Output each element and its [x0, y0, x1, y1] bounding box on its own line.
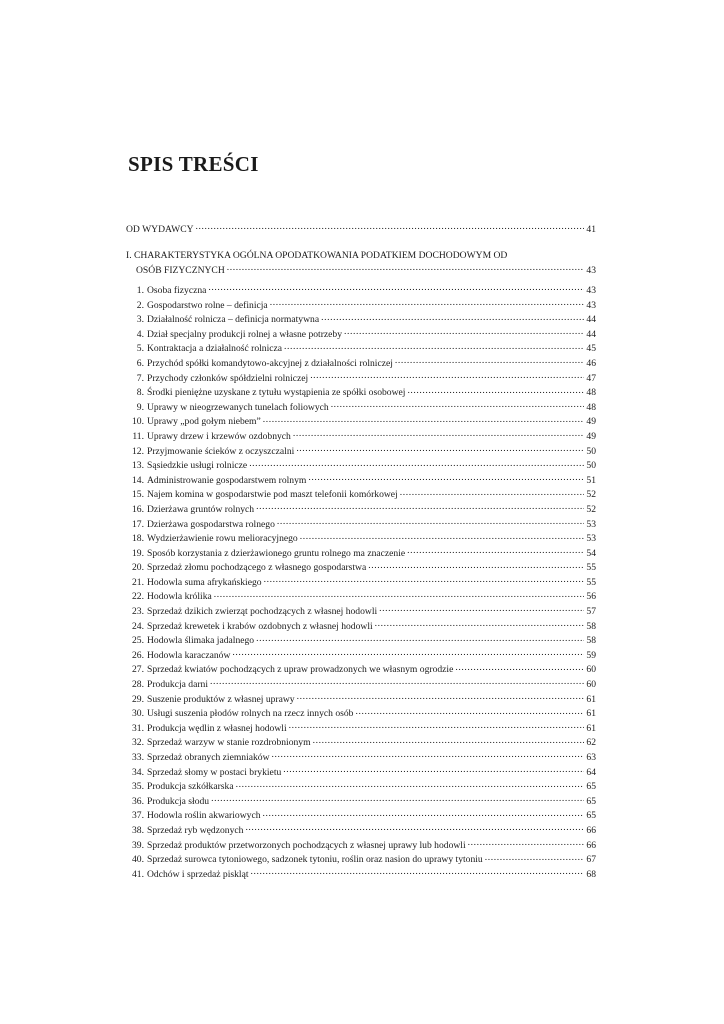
leader-dots — [284, 341, 584, 351]
leader-dots — [331, 400, 585, 410]
toc-entry — [126, 735, 596, 750]
toc-entry — [126, 458, 596, 473]
toc-entry — [126, 531, 596, 546]
toc-entry — [126, 327, 596, 342]
toc-entry — [126, 312, 596, 327]
toc-entry-number: 33. — [132, 752, 144, 763]
toc-entry-number: 35. — [132, 781, 144, 793]
toc-entry-number: 15. — [132, 489, 144, 501]
toc-entry — [126, 852, 596, 867]
toc-entry-label: Dział specjalny produkcji rolnej a własne potrzeby — [147, 328, 343, 340]
toc-entry-page: 60 — [586, 679, 596, 691]
toc-entry-number: 11. — [132, 430, 144, 442]
leader-dots — [407, 385, 584, 395]
toc-entry — [126, 371, 596, 386]
toc-entry — [126, 444, 596, 459]
toc-entry — [126, 648, 596, 663]
toc-entry — [126, 429, 596, 444]
toc-entry — [126, 414, 596, 429]
toc-entry-label: Produkcja słodu — [147, 795, 210, 807]
toc-entry-label: Suszenie produktów z własnej uprawy — [147, 693, 295, 705]
toc-entry — [126, 385, 596, 400]
toc-entry-page: 54 — [586, 547, 596, 559]
toc-entry — [126, 706, 596, 721]
toc-entry-page: 43 — [586, 299, 596, 311]
toc-entry-label: Hodowla suma afrykańskiego — [147, 576, 262, 588]
toc-entry — [126, 750, 596, 765]
toc-entry-chapter — [126, 263, 596, 278]
toc-chapter — [126, 249, 596, 277]
toc-entry-page: 60 — [586, 664, 596, 676]
toc-entry-label: Usługi suszenia płodów rolnych na rzecz innych osób — [147, 708, 354, 720]
toc-entry-number: 24. — [132, 620, 144, 632]
toc-entry-label: Produkcja darni — [147, 679, 209, 691]
toc-entry — [126, 341, 596, 356]
toc-entry-page: 55 — [586, 576, 596, 588]
toc-entry-label: Sprzedaż surowca tytoniowego, sadzonek tytoniu, roślin oraz nasion do uprawy tytoniu — [147, 854, 483, 866]
leader-dots — [355, 706, 584, 716]
leader-dots — [232, 648, 584, 658]
toc-entry-label: Dzierżawa gospodarstwa rolnego — [147, 518, 275, 530]
toc-entry-page: 53 — [586, 533, 596, 545]
toc-entry-label: Hodowla ślimaka jadalnego — [147, 635, 255, 647]
toc-entry-number: 14. — [132, 474, 144, 486]
leader-dots — [283, 765, 584, 775]
toc-entry — [126, 604, 596, 619]
leader-dots — [214, 589, 585, 599]
toc-entry-label: Sąsiedzkie usługi rolnicze — [147, 460, 248, 472]
toc-entry-page: 61 — [586, 693, 596, 705]
toc-entry-number: 19. — [132, 547, 144, 559]
page-title: SPIS TREŚCI — [128, 152, 259, 176]
toc-entry-page: 50 — [586, 445, 596, 457]
toc-entry-page: 49 — [586, 430, 596, 442]
toc-entry-number: 25. — [132, 635, 144, 647]
toc-entry-label: Uprawy w nieogrzewanych tunelach foliowych — [147, 401, 329, 413]
toc-entry-page: 52 — [586, 503, 596, 515]
toc-entry-page: 65 — [586, 781, 596, 793]
toc-entry-number: 3. — [136, 314, 144, 326]
toc-entry-label: Sprzedaż kwiatów pochodzących z upraw prowadzonych we własnym ogrodzie — [147, 664, 454, 676]
toc-entry — [126, 619, 596, 634]
leader-dots — [196, 222, 585, 232]
toc-entry-label: Wydzierżawienie rowu melioracyjnego — [147, 533, 298, 545]
toc-entry — [126, 808, 596, 823]
leader-dots — [395, 356, 585, 366]
leader-dots — [375, 619, 585, 629]
toc-entry — [126, 356, 596, 371]
toc-entry-number: 2. — [136, 299, 144, 311]
toc-entry — [126, 662, 596, 677]
toc-entry-number: 22. — [132, 591, 144, 603]
toc-entry-number: 26. — [132, 649, 144, 661]
toc-entry-label: Sprzedaż krewetek i krabów ozdobnych z własnej hodowli — [147, 620, 373, 632]
toc-entry-number: 40. — [132, 854, 144, 866]
leader-dots — [313, 735, 585, 745]
toc-entry-page: 44 — [586, 328, 596, 340]
toc-entry-page: 66 — [586, 824, 596, 836]
toc-entry-page: 62 — [586, 737, 596, 749]
toc-entry — [126, 487, 596, 502]
toc-entry — [126, 517, 596, 532]
toc-entry-label: Gospodarstwo rolne – definicja — [147, 299, 268, 311]
chapter-title-line1: I. CHARAKTERYSTYKA OGÓLNA OPODATKOWANIA PODATKIEM DOCHODOWYM OD — [126, 250, 508, 261]
toc-entry-page: 48 — [586, 387, 596, 399]
leader-dots — [455, 662, 584, 672]
toc-entry — [126, 867, 596, 882]
toc-entry-page: 57 — [586, 606, 596, 618]
toc-entry-number: 32. — [132, 737, 144, 749]
toc-entry — [126, 779, 596, 794]
toc-entry-number: 21. — [132, 576, 144, 588]
toc-entry-label: Uprawy „pod gołym niebem” — [147, 416, 261, 428]
toc-entry-page: 58 — [586, 620, 596, 632]
toc-entry-number: 23. — [132, 606, 144, 618]
toc-entry-label: Osoba fizyczna — [147, 285, 207, 296]
toc-entry-number: 31. — [132, 722, 144, 734]
leader-dots — [227, 263, 585, 273]
toc-entry-number: 4. — [136, 328, 144, 340]
toc-entry-label: Hodowla roślin akwariowych — [147, 810, 261, 822]
toc-entry-label: Produkcja szkółkarska — [147, 781, 234, 793]
toc-entry — [126, 838, 596, 853]
toc-entry-number: 1. — [136, 285, 144, 296]
leader-dots — [263, 808, 585, 818]
toc-entry — [126, 721, 596, 736]
toc-entry-page: 55 — [586, 562, 596, 574]
leader-dots — [272, 750, 585, 760]
toc-entry-number: 34. — [132, 766, 144, 778]
toc-entry-number: 29. — [132, 693, 144, 705]
leader-dots — [208, 283, 584, 293]
toc-entry-page: 50 — [586, 460, 596, 472]
leader-dots — [245, 823, 584, 833]
leader-dots — [300, 531, 585, 541]
toc-entry — [126, 546, 596, 561]
toc-entry-number: 38. — [132, 824, 144, 836]
toc-entry — [126, 633, 596, 648]
toc-preface — [126, 222, 596, 237]
toc-entry-label: Sposób korzystania z dzierżawionego gruntu rolnego ma znaczenie — [147, 547, 406, 559]
leader-dots — [379, 604, 584, 614]
leader-dots — [256, 633, 584, 643]
leader-dots — [308, 473, 584, 483]
toc-entry-page: 61 — [586, 722, 596, 734]
toc-entry-page: 53 — [586, 518, 596, 530]
toc-entry-page: 52 — [586, 489, 596, 501]
toc-entry-number: 8. — [136, 387, 144, 399]
toc-entry-page: 45 — [586, 343, 596, 355]
toc-entry — [126, 589, 596, 604]
toc-entry-label: Sprzedaż słomy w postaci brykietu — [147, 766, 282, 778]
leader-dots — [249, 458, 584, 468]
toc-entry-label: Sprzedaż warzyw w stanie rozdrobnionym — [147, 737, 311, 749]
leader-dots — [485, 852, 585, 862]
toc-entry-label: Produkcja wędlin z własnej hodowli — [147, 722, 287, 734]
toc-entry-label: Działalność rolnicza – definicja normatywna — [147, 314, 320, 326]
toc-entry-page: 65 — [586, 810, 596, 822]
leader-dots — [210, 677, 584, 687]
toc-entry-page: 56 — [586, 591, 596, 603]
leader-dots — [321, 312, 584, 322]
toc-entry-page: 64 — [586, 766, 596, 778]
toc-entry-label: Sprzedaż produktów przetworzonych pochodzących z własnej uprawy lub hodowli — [147, 839, 466, 851]
toc-entry-preface — [126, 222, 596, 237]
toc-entry-label: Hodowla karaczanów — [147, 649, 231, 661]
toc-entry-number: 41. — [132, 868, 144, 880]
toc-entry — [126, 823, 596, 838]
toc-entry-label: Przyjmowanie ścieków z oczyszczalni — [147, 445, 295, 457]
toc-entry-number: 9. — [136, 401, 144, 413]
toc-entry — [126, 400, 596, 415]
toc-entry-label: Przychód spółki komandytowo-akcyjnej z działalności rolniczej — [147, 357, 393, 369]
toc-item-list — [126, 283, 596, 881]
toc-entry-page: 66 — [586, 839, 596, 851]
leader-dots — [211, 794, 584, 804]
toc-entry-page: 65 — [586, 795, 596, 807]
toc-entry-label: Sprzedaż dzikich zwierząt pochodzących z własnej hodowli — [147, 606, 378, 618]
leader-dots — [264, 575, 585, 585]
toc-entry — [126, 575, 596, 590]
toc-entry — [126, 502, 596, 517]
leader-dots — [256, 502, 584, 512]
toc-entry-page: 59 — [586, 649, 596, 661]
toc-entry — [126, 560, 596, 575]
toc-entry-page: 43 — [586, 264, 596, 276]
toc-entry-label: Hodowla królika — [147, 591, 212, 603]
toc-entry-label: Administrowanie gospodarstwem rolnym — [147, 474, 307, 486]
toc-entry-label: OD WYDAWCY — [126, 224, 194, 235]
toc-entry-label: Sprzedaż obranych ziemniaków — [147, 752, 270, 763]
leader-dots — [297, 692, 585, 702]
toc-entry-page: 46 — [586, 357, 596, 369]
toc-entry-page: 41 — [586, 224, 596, 235]
toc-entry — [126, 283, 596, 298]
toc-entry-page: 63 — [586, 752, 596, 763]
chapter-title-line2: OSÓB FIZYCZNYCH — [136, 264, 225, 276]
leader-dots — [293, 429, 585, 439]
toc-entry-number: 12. — [132, 445, 144, 457]
toc-entry-page: 43 — [586, 285, 596, 296]
leader-dots — [407, 546, 584, 556]
toc-entry-label: Przychody członków spółdzielni rolniczej — [147, 372, 309, 384]
toc-entry-page: 48 — [586, 401, 596, 413]
toc-entry-number: 37. — [132, 810, 144, 822]
toc-entry-number: 10. — [132, 416, 144, 428]
toc-entry — [126, 473, 596, 488]
toc-entry-page: 49 — [586, 416, 596, 428]
toc-entry-label: Uprawy drzew i krzewów ozdobnych — [147, 430, 291, 442]
leader-dots — [368, 560, 584, 570]
toc-entry-number: 28. — [132, 679, 144, 691]
toc-entry-number: 18. — [132, 533, 144, 545]
toc-entry — [126, 765, 596, 780]
toc-entry-label: Sprzedaż złomu pochodzącego z własnego gospodarstwa — [147, 562, 367, 574]
toc-entry-page: 44 — [586, 314, 596, 326]
toc-entry-page: 67 — [586, 854, 596, 866]
toc-entry — [126, 692, 596, 707]
toc-entry-page: 58 — [586, 635, 596, 647]
toc-entry-number: 7. — [136, 372, 144, 384]
toc-entry-page: 61 — [586, 708, 596, 720]
toc-entry-number: 27. — [132, 664, 144, 676]
leader-dots — [400, 487, 585, 497]
toc-entry-number: 13. — [132, 460, 144, 472]
toc-entry-number: 20. — [132, 562, 144, 574]
leader-dots — [236, 779, 585, 789]
toc-entry-number: 36. — [132, 795, 144, 807]
toc-entry-page: 68 — [586, 868, 596, 880]
leader-dots — [296, 444, 584, 454]
leader-dots — [270, 298, 585, 308]
toc-entry-label: Najem komina w gospodarstwie pod maszt telefonii komórkowej — [147, 489, 398, 501]
toc-entry-number: 17. — [132, 518, 144, 530]
toc-entry-label: Dzierżawa gruntów rolnych — [147, 503, 255, 515]
toc-entry-label: Sprzedaż ryb wędzonych — [147, 824, 244, 836]
toc-entry-number: 30. — [132, 708, 144, 720]
leader-dots — [263, 414, 585, 424]
toc-entry-page: 47 — [586, 372, 596, 384]
toc-entry-page: 51 — [586, 474, 596, 486]
toc-entry — [126, 677, 596, 692]
toc-entry-number: 16. — [132, 503, 144, 515]
toc-entry — [126, 298, 596, 313]
toc-entry-number: 39. — [132, 839, 144, 851]
toc-entry-number: 6. — [136, 357, 144, 369]
leader-dots — [251, 867, 585, 877]
toc-entry-number: 5. — [136, 343, 144, 355]
leader-dots — [289, 721, 585, 731]
toc-entry-label: Odchów i sprzedaż piskląt — [147, 868, 249, 880]
leader-dots — [468, 838, 585, 848]
toc-entry-label: Kontraktacja a działalność rolnicza — [147, 343, 283, 355]
toc-entry-label: Środki pieniężne uzyskane z tytułu wystąpienia ze spółki osobowej — [147, 387, 406, 399]
toc-entry — [126, 794, 596, 809]
leader-dots — [277, 517, 585, 527]
leader-dots — [344, 327, 584, 337]
leader-dots — [310, 371, 584, 381]
